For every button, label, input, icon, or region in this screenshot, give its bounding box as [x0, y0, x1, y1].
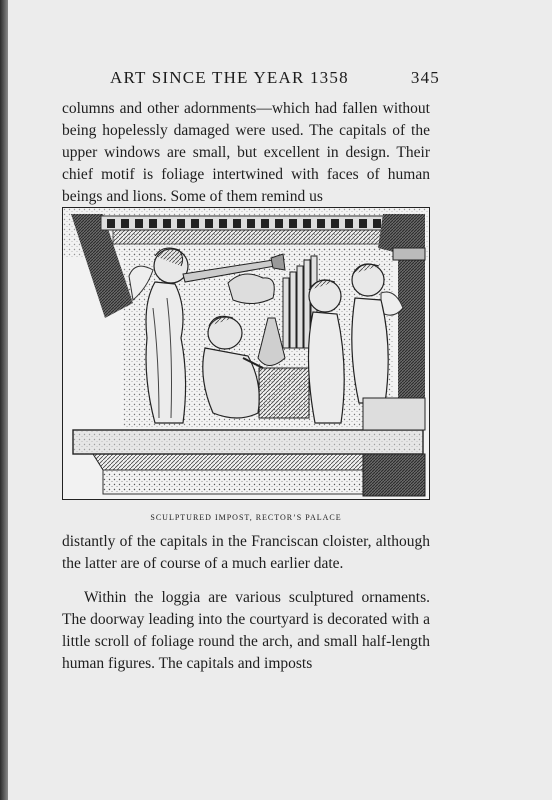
running-head-title: ART SINCE THE YEAR 1358: [110, 68, 349, 87]
paragraph-3: Within the loggia are various sculptured ornaments. The doorway leading into the courtyard is decorated with a little scroll of foliage round the arch, and small half-length human figures. The capitals and imposts: [62, 589, 430, 672]
figure-illustration: [62, 207, 430, 500]
sculptured-impost-illustration: [63, 208, 428, 498]
paragraph-1: columns and other adornments—which had fallen without being hopelessly damaged were used. The capitals of the upper windows are small, but excellent in design. Their chief motif is foliage intertwined with faces of human beings and lions. Some of them remind us: [62, 100, 430, 205]
book-spine-edge: [0, 0, 8, 800]
page-number: 345: [410, 68, 440, 87]
figure-caption: SCULPTURED IMPOST, RECTOR’S PALACE: [150, 513, 342, 522]
paragraph-2: distantly of the capitals in the Franciscan cloister, although the latter are of course of a much earlier date.: [62, 533, 430, 572]
